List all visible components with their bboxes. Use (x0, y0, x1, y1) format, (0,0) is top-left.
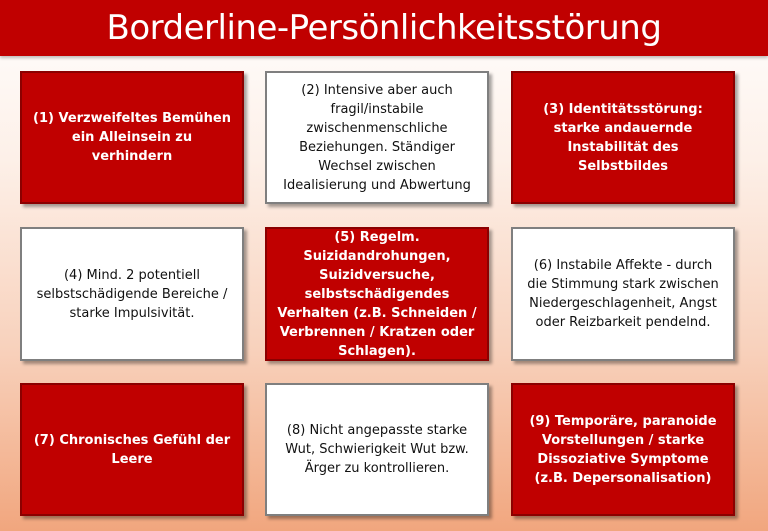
criterion-box-4 (20, 227, 244, 361)
criterion-text-1: (1) Verzweifeltes Bemühen ein Alleinsein zu verhindern (33, 111, 231, 164)
criterion-text-4: (4) Mind. 2 potentiell selbstschädigende Bereiche / starke Impulsivität. (36, 267, 228, 321)
page-title: Borderline-Persönlichkeitsstörung (106, 8, 662, 48)
criterion-text-5: (5) Regelm. Suizidandrohungen, Suizidversuche, selbstschädigendes Verhalten (z.B. Schneiden / Verbrennen / Kratzen oder Schlagen). (277, 229, 477, 359)
criterion-text-3: (3) Identitätsstörung: starke andauernde Instabilität des Selbstbildes (543, 101, 703, 174)
criterion-box-8 (265, 383, 489, 516)
criterion-box-9 (511, 383, 735, 516)
criterion-text-6: (6) Instabile Affekte - durch die Stimmung stark zwischen Niedergeschlagenheit, Angst oder Reizbarkeit pendelnd. (527, 258, 719, 330)
criterion-box-6 (511, 227, 735, 361)
criterion-box-1 (20, 71, 244, 204)
criterion-text-2: (2) Intensive aber auch fragil/instabile zwischenmenschliche Beziehungen. Ständiger Wechsel zwischen Idealisierung und Abwertung (283, 82, 471, 193)
criterion-box-3 (511, 71, 735, 204)
criterion-box-2 (265, 71, 489, 204)
criterion-box-7 (20, 383, 244, 516)
criterion-box-5 (265, 227, 489, 361)
criterion-text-9: (9) Temporäre, paranoide Vorstellungen / starke Dissoziative Symptome (z.B. Depersonalisation) (529, 413, 717, 486)
title-bar (0, 0, 768, 56)
criterion-text-8: (8) Nicht angepasste starke Wut, Schwierigkeit Wut bzw. Ärger zu kontrollieren. (285, 423, 469, 476)
criterion-text-7: (7) Chronisches Gefühl der Leere (33, 432, 231, 467)
